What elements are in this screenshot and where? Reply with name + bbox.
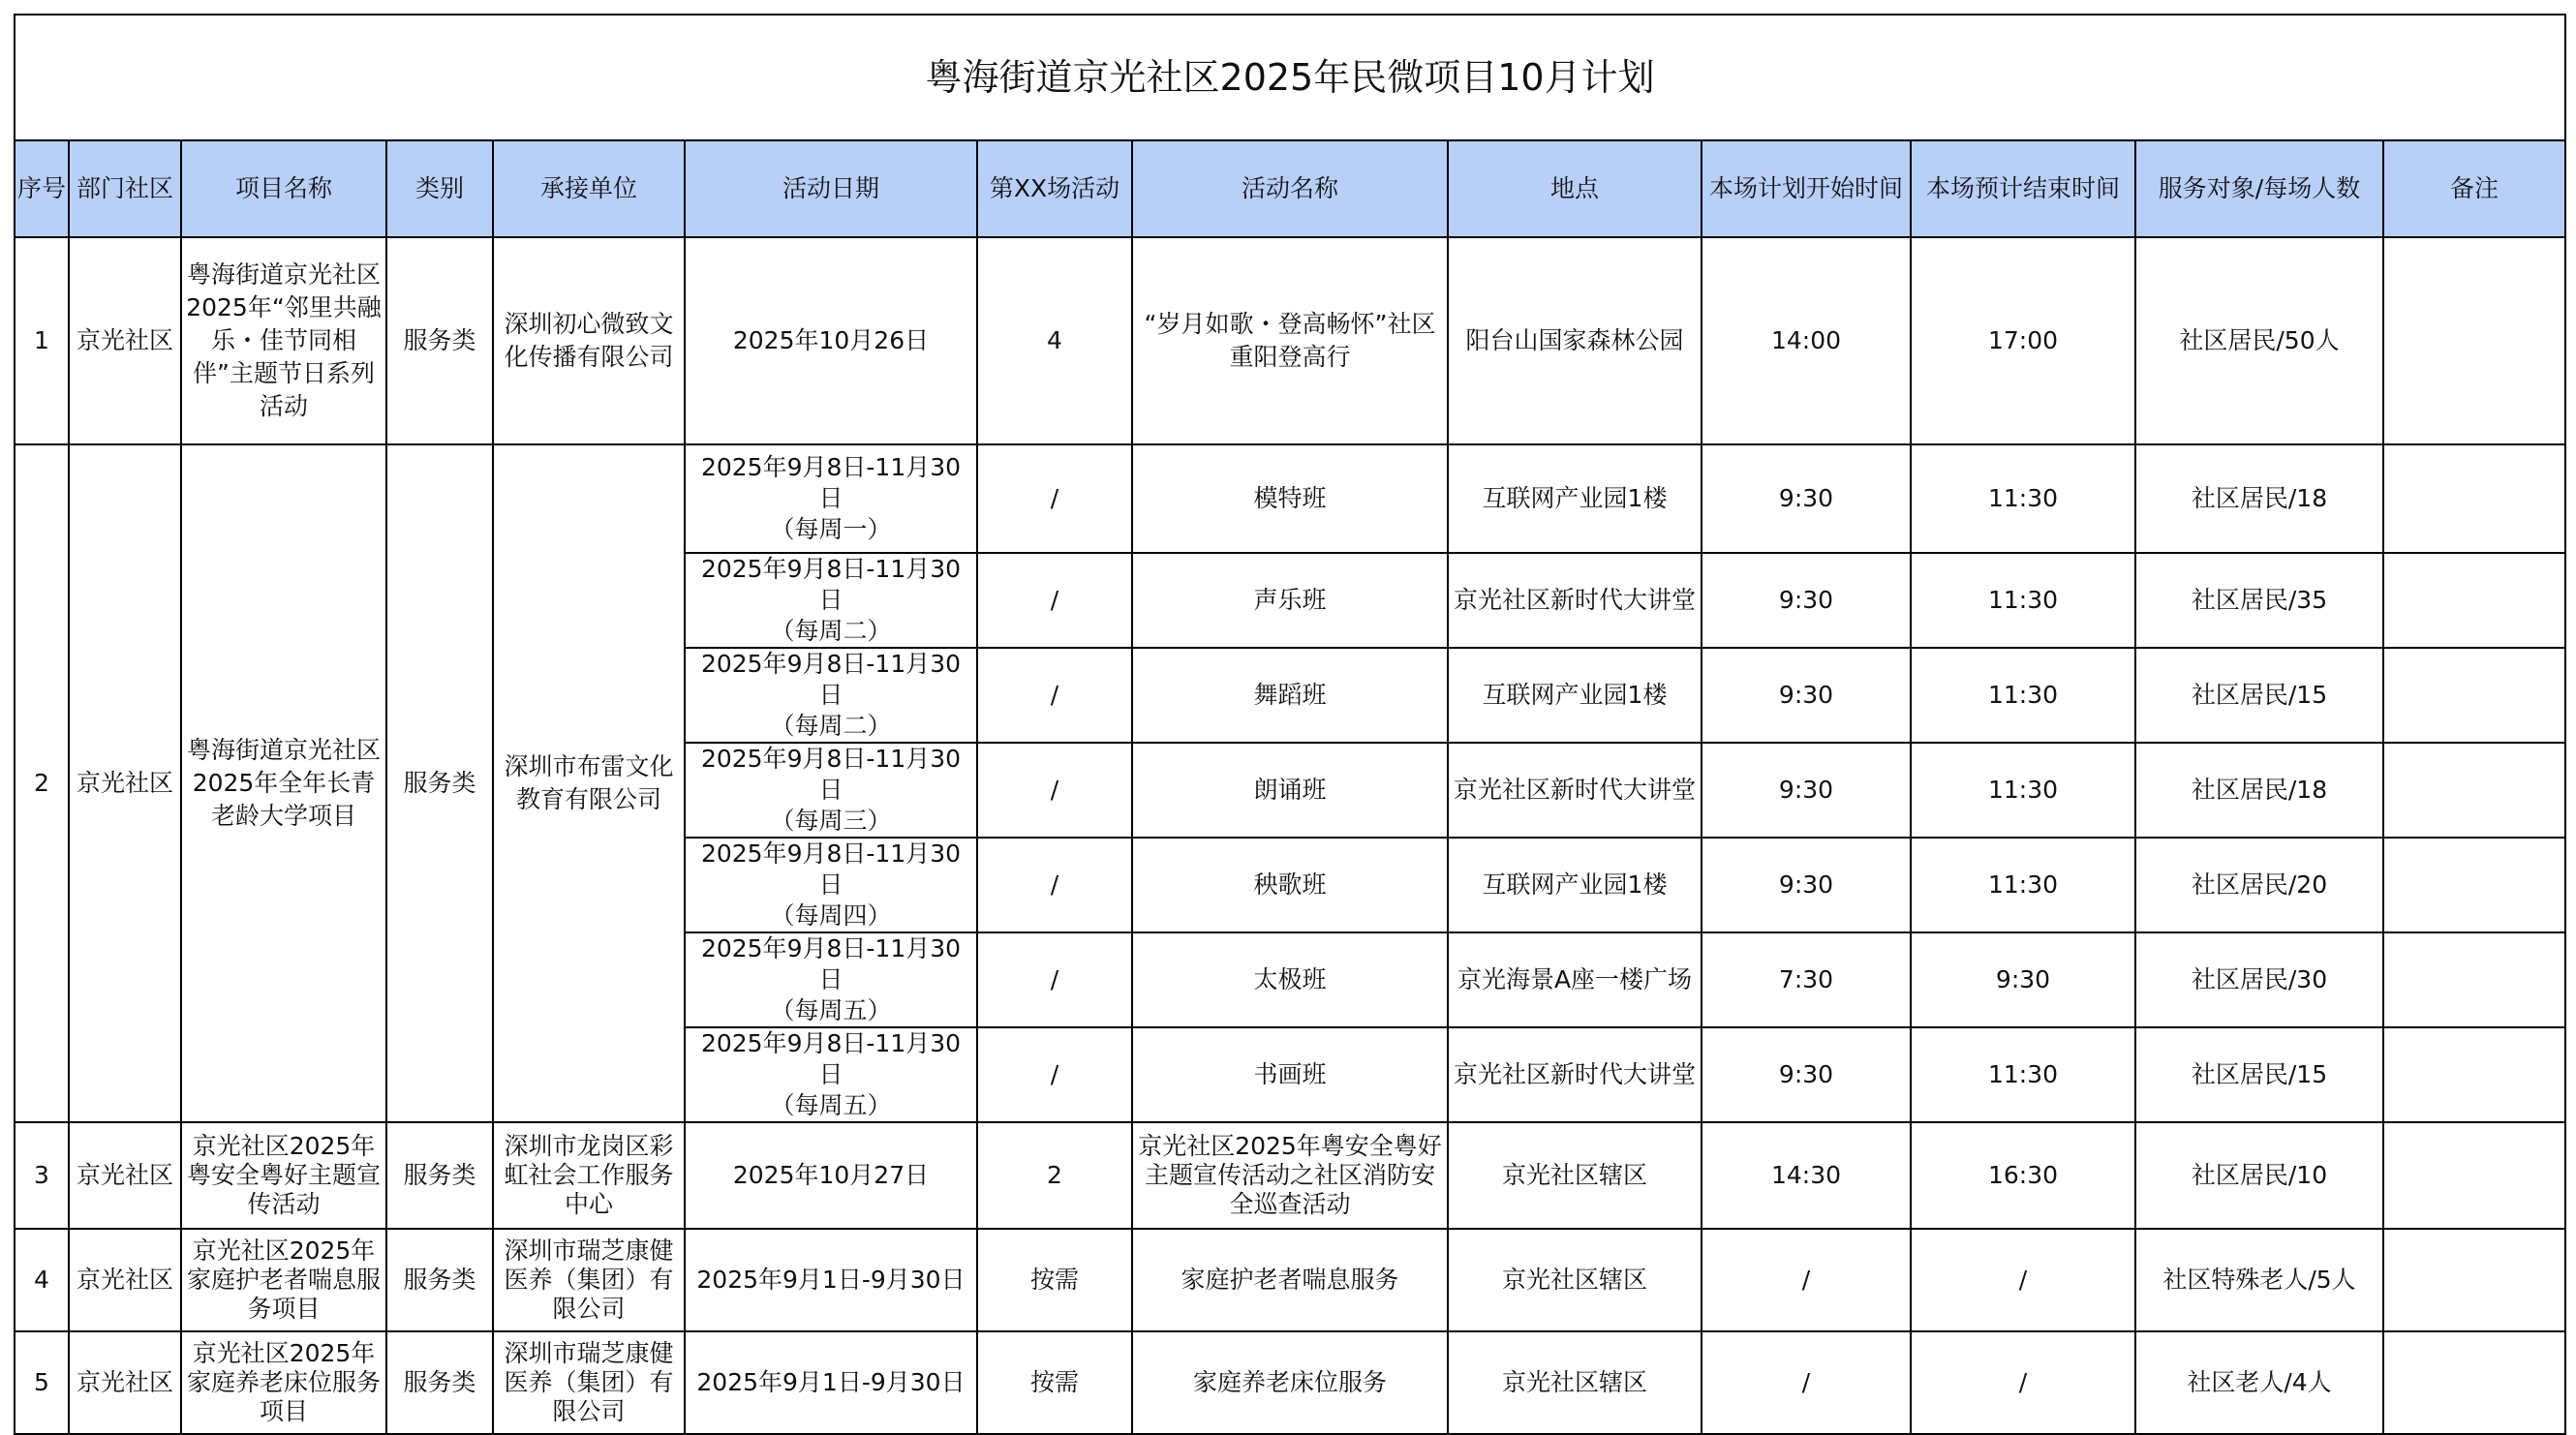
date-range: 2025年9月8日-11月30日 — [700, 650, 962, 709]
cell-start: 9:30 — [1702, 648, 1911, 743]
cell-end: 11:30 — [1911, 1027, 2135, 1122]
cell-remark — [2383, 444, 2565, 553]
cell-start: 9:30 — [1702, 444, 1911, 553]
date-weekday: （每周五） — [770, 996, 892, 1024]
table-row — [15, 444, 2565, 553]
cell-project-name: 京光社区2025年粤安全粤好主题宣传活动 — [181, 1122, 386, 1229]
cell-dept: 京光社区 — [69, 237, 181, 444]
cell-activity-name: 朗诵班 — [1132, 743, 1448, 838]
cell-activity-name: 京光社区2025年粤安全粤好主题宣传活动之社区消防安全巡查活动 — [1132, 1122, 1448, 1229]
date-weekday: （每周三） — [770, 807, 892, 835]
date-weekday: （每周一） — [770, 515, 892, 543]
date-range: 2025年9月8日-11月30日 — [700, 453, 962, 512]
cell-project-name: 京光社区2025年家庭养老床位服务项目 — [181, 1331, 386, 1434]
cell-no: 2 — [15, 444, 69, 1122]
cell-remark — [2383, 1229, 2565, 1331]
cell-end: 9:30 — [1911, 932, 2135, 1027]
cell-no: 5 — [15, 1331, 69, 1434]
cell-dept: 京光社区 — [69, 1229, 181, 1331]
cell-location: 京光社区辖区 — [1448, 1331, 1702, 1434]
cell-location: 京光社区新时代大讲堂 — [1448, 1027, 1702, 1122]
cell-session: 按需 — [977, 1331, 1132, 1434]
date-range: 2025年9月8日-11月30日 — [700, 840, 962, 899]
cell-start: 9:30 — [1702, 743, 1911, 838]
cell-end: 11:30 — [1911, 553, 2135, 648]
cell-no: 3 — [15, 1122, 69, 1229]
cell-session: / — [977, 553, 1132, 648]
cell-location: 京光社区新时代大讲堂 — [1448, 743, 1702, 838]
cell-date: 2025年10月27日 — [685, 1122, 977, 1229]
date-weekday: （每周五） — [770, 1091, 892, 1119]
cell-org: 深圳市布雷文化教育有限公司 — [493, 444, 685, 1122]
cell-remark — [2383, 237, 2565, 444]
cell-start: / — [1702, 1229, 1911, 1331]
cell-target: 社区居民/18 — [2135, 743, 2383, 838]
col-header-location: 地点 — [1448, 140, 1702, 237]
cell-target: 社区居民/10 — [2135, 1122, 2383, 1229]
col-header-project: 项目名称 — [181, 140, 386, 237]
cell-session: / — [977, 648, 1132, 743]
cell-date — [685, 1027, 977, 1122]
cell-target: 社区居民/50人 — [2135, 237, 2383, 444]
date-range: 2025年9月8日-11月30日 — [700, 1029, 962, 1088]
date-weekday: （每周二） — [770, 712, 892, 740]
plan-table — [14, 14, 2566, 1435]
cell-remark — [2383, 743, 2565, 838]
cell-activity-name: 舞蹈班 — [1132, 648, 1448, 743]
cell-no: 4 — [15, 1229, 69, 1331]
col-header-start: 本场计划开始时间 — [1702, 140, 1911, 237]
table-row — [15, 1122, 2565, 1229]
cell-session: 2 — [977, 1122, 1132, 1229]
cell-remark — [2383, 553, 2565, 648]
date-range: 2025年9月8日-11月30日 — [700, 745, 962, 804]
col-header-remark: 备注 — [2383, 140, 2565, 237]
cell-start: 14:00 — [1702, 237, 1911, 444]
cell-start: 9:30 — [1702, 838, 1911, 932]
cell-end: 11:30 — [1911, 838, 2135, 932]
cell-date: 2025年9月1日-9月30日 — [685, 1331, 977, 1434]
cell-session: 按需 — [977, 1229, 1132, 1331]
cell-start: 9:30 — [1702, 1027, 1911, 1122]
cell-target: 社区居民/15 — [2135, 648, 2383, 743]
cell-session: / — [977, 743, 1132, 838]
cell-target: 社区居民/15 — [2135, 1027, 2383, 1122]
cell-target: 社区老人/4人 — [2135, 1331, 2383, 1434]
col-header-session: 第XX场活动 — [977, 140, 1132, 237]
cell-target: 社区居民/30 — [2135, 932, 2383, 1027]
header-row — [15, 140, 2565, 237]
col-header-org: 承接单位 — [493, 140, 685, 237]
cell-org: 深圳市龙岗区彩虹社会工作服务中心 — [493, 1122, 685, 1229]
cell-activity-name: 声乐班 — [1132, 553, 1448, 648]
date-weekday: （每周四） — [770, 901, 892, 930]
cell-session: / — [977, 838, 1132, 932]
date-range: 2025年9月8日-11月30日 — [700, 934, 962, 993]
cell-dept: 京光社区 — [69, 1331, 181, 1434]
cell-activity-name: 太极班 — [1132, 932, 1448, 1027]
cell-category: 服务类 — [386, 1229, 493, 1331]
cell-session: / — [977, 444, 1132, 553]
cell-project-name: 粤海街道京光社区2025年全年长青老龄大学项目 — [181, 444, 386, 1122]
cell-category: 服务类 — [386, 237, 493, 444]
cell-remark — [2383, 1027, 2565, 1122]
col-header-target: 服务对象/每场人数 — [2135, 140, 2383, 237]
table-row — [15, 1331, 2565, 1434]
cell-start: 14:30 — [1702, 1122, 1911, 1229]
cell-end: / — [1911, 1229, 2135, 1331]
cell-org: 深圳市瑞芝康健医养（集团）有限公司 — [493, 1331, 685, 1434]
cell-remark — [2383, 648, 2565, 743]
cell-target: 社区居民/18 — [2135, 444, 2383, 553]
cell-activity-name: “岁月如歌・登高畅怀”社区重阳登高行 — [1132, 237, 1448, 444]
cell-project-name: 京光社区2025年家庭护老者喘息服务项目 — [181, 1229, 386, 1331]
table-title: 粤海街道京光社区2025年民微项目10月计划 — [15, 15, 2565, 140]
cell-location: 京光社区辖区 — [1448, 1122, 1702, 1229]
cell-location: 互联网产业园1楼 — [1448, 444, 1702, 553]
cell-remark — [2383, 838, 2565, 932]
cell-activity-name: 家庭养老床位服务 — [1132, 1331, 1448, 1434]
table-row — [15, 1229, 2565, 1331]
cell-start: 7:30 — [1702, 932, 1911, 1027]
cell-activity-name: 秧歌班 — [1132, 838, 1448, 932]
col-header-end: 本场预计结束时间 — [1911, 140, 2135, 237]
cell-location: 互联网产业园1楼 — [1448, 648, 1702, 743]
cell-date: 2025年10月26日 — [685, 237, 977, 444]
col-header-date: 活动日期 — [685, 140, 977, 237]
cell-dept: 京光社区 — [69, 1122, 181, 1229]
cell-no: 1 — [15, 237, 69, 444]
cell-category: 服务类 — [386, 1122, 493, 1229]
cell-activity-name: 家庭护老者喘息服务 — [1132, 1229, 1448, 1331]
cell-remark — [2383, 1122, 2565, 1229]
cell-end: 17:00 — [1911, 237, 2135, 444]
cell-org: 深圳初心微致文化传播有限公司 — [493, 237, 685, 444]
cell-date — [685, 553, 977, 648]
cell-session: / — [977, 932, 1132, 1027]
cell-target: 社区居民/35 — [2135, 553, 2383, 648]
cell-location: 互联网产业园1楼 — [1448, 838, 1702, 932]
cell-activity-name: 模特班 — [1132, 444, 1448, 553]
cell-category: 服务类 — [386, 444, 493, 1122]
cell-dept: 京光社区 — [69, 444, 181, 1122]
plan-sheet — [14, 14, 2564, 1435]
cell-end: / — [1911, 1331, 2135, 1434]
cell-date — [685, 444, 977, 553]
table-row — [15, 237, 2565, 444]
col-header-no: 序号 — [15, 140, 69, 237]
col-header-dept: 部门社区 — [69, 140, 181, 237]
cell-location: 阳台山国家森林公园 — [1448, 237, 1702, 444]
cell-project-name: 粤海街道京光社区2025年“邻里共融乐・佳节同相伴”主题节日系列活动 — [181, 237, 386, 444]
cell-date: 2025年9月1日-9月30日 — [685, 1229, 977, 1331]
cell-end: 11:30 — [1911, 743, 2135, 838]
col-header-activity: 活动名称 — [1132, 140, 1448, 237]
cell-date — [685, 648, 977, 743]
cell-remark — [2383, 932, 2565, 1027]
cell-start: 9:30 — [1702, 553, 1911, 648]
cell-session: 4 — [977, 237, 1132, 444]
cell-end: 11:30 — [1911, 648, 2135, 743]
cell-activity-name: 书画班 — [1132, 1027, 1448, 1122]
cell-date — [685, 743, 977, 838]
date-weekday: （每周二） — [770, 617, 892, 645]
cell-target: 社区特殊老人/5人 — [2135, 1229, 2383, 1331]
cell-category: 服务类 — [386, 1331, 493, 1434]
cell-target: 社区居民/20 — [2135, 838, 2383, 932]
cell-date — [685, 838, 977, 932]
cell-end: 11:30 — [1911, 444, 2135, 553]
cell-session: / — [977, 1027, 1132, 1122]
col-header-category: 类别 — [386, 140, 493, 237]
cell-date — [685, 932, 977, 1027]
cell-location: 京光海景A座一楼广场 — [1448, 932, 1702, 1027]
cell-remark — [2383, 1331, 2565, 1434]
cell-location: 京光社区新时代大讲堂 — [1448, 553, 1702, 648]
cell-start: / — [1702, 1331, 1911, 1434]
cell-end: 16:30 — [1911, 1122, 2135, 1229]
cell-org: 深圳市瑞芝康健医养（集团）有限公司 — [493, 1229, 685, 1331]
date-range: 2025年9月8日-11月30日 — [700, 555, 962, 614]
cell-location: 京光社区辖区 — [1448, 1229, 1702, 1331]
